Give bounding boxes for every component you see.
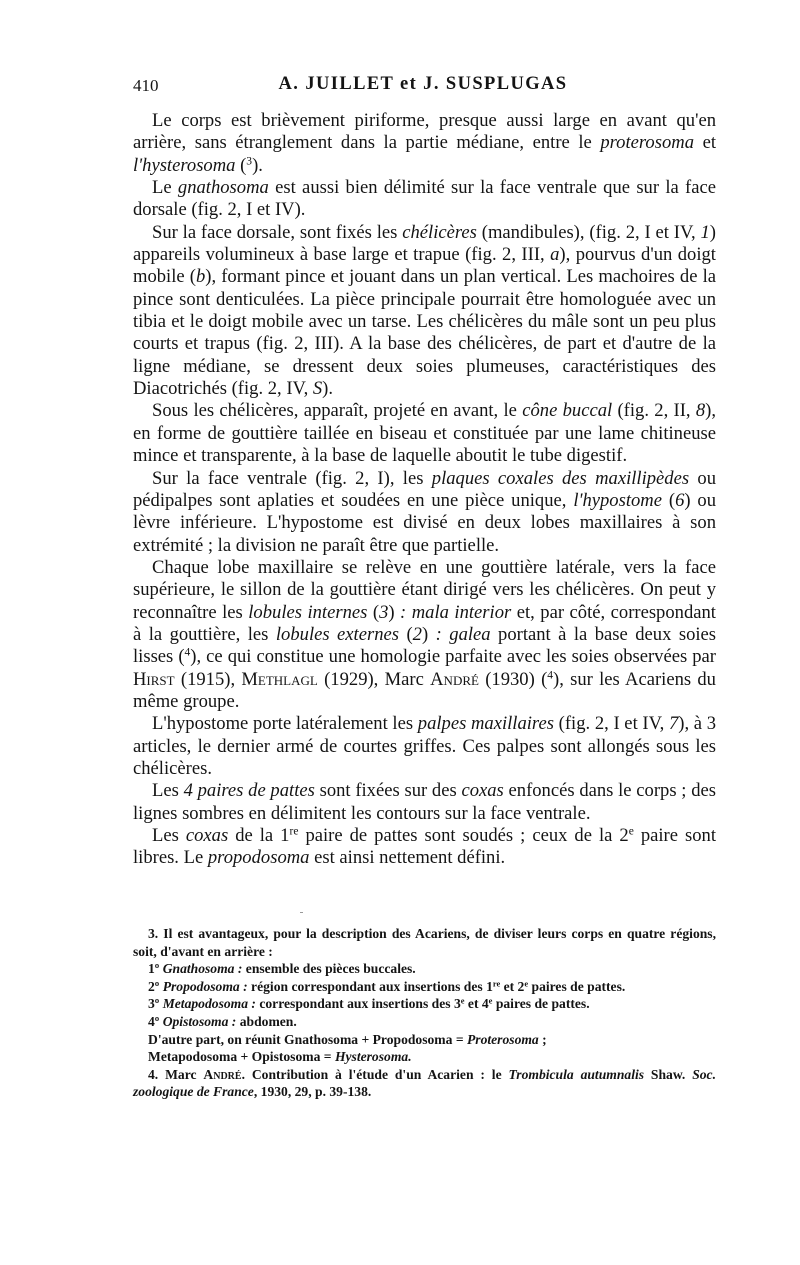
author-name: Hirst [133,668,175,690]
text: (1915), [174,668,242,690]
italic-term: 6 [675,489,685,511]
text: ), ce qui constitue une homologie parfaite avec les soies observées par [190,646,716,668]
italic-term: S [312,378,323,400]
italic-term: propodosoma [207,847,310,869]
italic-term: : mala interior [400,601,512,623]
text: Le [152,177,178,199]
italic-term: 4 paires de pattes [183,780,315,802]
text: ) ou lèvre inférieure. L'hypostome est divisé en deux lobes maxillaires à son extrémité ; la division ne paraît être que partielle. [133,489,717,556]
text: est ainsi nettement défini. [309,847,506,869]
paragraph-4 [133,400,716,467]
footnote-3-summary-1 [133,1031,716,1049]
paragraph-2 [133,177,716,222]
italic-term: b [195,266,206,288]
text: ), formant pince et jouant dans un plan vertical. Les machoires de la pince sont denticulées. La pièce principale pourrait être homologuée avec un tibia et le doigt mobile avec un tarse. Les chélicères du mâle sont un peu plus courts et trapus (fig. 2, III). A la base des chélicères, de part et d'autre de la ligne médiane, se dressent deux soies plumeuses, caractéristiques des Diacotrichés (fig. 2, IV, [133,266,716,400]
italic-term: 3 [379,601,389,623]
text: , 1930, [253,1084,295,1100]
text: Le corps est brièvement piriforme, presque aussi large en avant qu'en arrière, sans étranglement dans la partie médiane, entre le [133,110,716,154]
text: ( [399,623,413,645]
paragraph-3 [133,222,716,401]
text: (fig. 2, II, [612,400,696,422]
text: est aussi bien délimité sur la face ventrale que sur la face dorsale (fig. 2, I et IV). [133,177,716,221]
text: (mandibules), (fig. 2, I et IV, [476,221,701,243]
footnotes [133,925,716,1101]
text: portant à la base deux soies lisses ( [133,623,717,668]
text: ( [235,154,247,176]
italic-term: 8 [695,400,706,422]
journal-title: Soc. zoologique de France [133,1066,716,1100]
text: de la 1 [228,825,290,846]
italic-term: palpes maxillaires [417,713,554,735]
footnote-3-intro: 3. Il est avantageux, pour la description des Acariens, de diviser leurs corps en quatre régions, soit, d'avant en arrière : [133,926,716,959]
italic-term: : galea [435,623,491,645]
footnote-3-item-2 [133,978,716,996]
footnote-ref: 3 [246,155,253,168]
text: 3º [148,996,163,1012]
text: ; [538,1031,547,1047]
text: (1929), Marc [317,668,431,690]
italic-term: proterosoma [600,132,694,154]
text: correspondant aux insertions des 3 [255,996,461,1012]
italic-term: chélicères [402,221,477,243]
text: ). [252,154,263,176]
text: région correspondant aux insertions des 1 [247,978,493,994]
running-title: A. JUILLET et J. SUSPLUGAS [278,74,568,94]
italic-term: Gnathosoma : [162,961,243,977]
superscript: e [628,825,634,838]
text: et, par côté, correspondant à la gouttière, les [133,601,716,645]
superscript: re [289,825,299,838]
paragraph-6 [133,557,716,713]
text: Sur la face dorsale, sont fixés les [152,221,403,243]
text: Shaw. [644,1066,693,1082]
italic-term: Propodosoma : [162,978,248,994]
text: , p. 39-138. [308,1084,372,1100]
text: paire sont libres. Le [133,825,716,869]
italic-term: 7 [668,713,679,735]
text: ) [421,623,436,645]
paragraph-5 [133,468,716,557]
italic-term: a [550,244,560,266]
text: ( [367,601,380,623]
paragraph-9 [133,825,716,870]
italic-term: lobules internes [248,601,368,623]
text: ), pourvus d'un doigt mobile ( [133,244,716,288]
text: ) [388,601,401,623]
italic-term: plaques coxales des maxillipèdes [431,467,690,489]
text: Les [152,780,184,802]
text: (fig. 2, I et IV, [553,713,669,735]
text: abdomen. [236,1013,297,1029]
superscript: e [488,995,493,1006]
text: ( [661,489,676,511]
text: ou pédipalpes sont aplaties et soudées en une pièce unique, [133,467,717,511]
text: et [694,132,716,154]
text: sont fixées sur des [314,780,462,802]
text: Chaque lobe maxillaire se relève en une gouttière latérale, vers la face supérieure, le sillon de la gouttière étant dirigé vers les chélicères. On peut y reconnaître les [133,556,716,623]
italic-term: Proterosoma [466,1031,539,1047]
text: 4º [148,1013,163,1029]
author-name: André [203,1066,242,1082]
text: Sur la face ventrale (fig. 2, I), les [152,467,432,489]
text: ensemble des pièces buccales. [242,961,416,977]
superscript: e [460,995,465,1006]
text: L'hypostome porte latéralement les [152,713,418,735]
text: . Contribution à l'étude d'un Acarien : le [241,1066,509,1082]
italic-term: coxas [461,780,504,802]
author-name: Methlagl [241,668,318,690]
author-name: André [430,668,479,690]
footnote-ref: 4 [184,646,191,659]
text: et 4 [464,996,489,1012]
italic-term: coxas [185,825,229,846]
body-text [133,110,716,870]
italic-term: Opistosoma : [162,1013,237,1029]
italic-term: Hysterosoma. [334,1049,412,1065]
italic-term: Trombicula autumnalis [508,1066,645,1082]
text: ), en forme de gouttière taillée en biseau et constituée par une lame chitineuse mince et transparente, à la base de laquelle aboutit le tube digestif. [133,400,716,467]
text: paires de pattes. [492,996,590,1012]
italic-term: Metapodosoma : [162,996,256,1012]
text: ) appareils volumineux à base large et trapue (fig. 2, III, [133,221,716,266]
italic-term: l'hysterosoma [133,154,236,176]
text: paires de pattes. [528,978,626,994]
text: enfoncés dans le corps ; des lignes sombres en délimitent les contours sur la face ventrale. [133,780,716,824]
italic-term: lobules externes [275,623,400,645]
footnote-separator [300,912,303,913]
page-number: 410 [133,76,159,95]
page-header [133,76,713,100]
text: Les [152,825,186,846]
text: Sous les chélicères, apparaît, projeté en avant, le [152,400,523,422]
text: D'autre part, on réunit Gnathosoma + Propodosoma = [148,1031,467,1047]
text: (1930) ( [478,668,548,690]
footnote-3-item-3 [133,995,716,1013]
text: 1º [148,961,163,977]
italic-term: 1 [700,221,710,243]
footnote-ref: 4 [547,669,554,682]
italic-term: l'hypostome [573,489,662,511]
footnote-4 [133,1066,716,1101]
text: 4. Marc [148,1066,204,1082]
footnote-3-item-1 [133,960,716,978]
volume-number: 29 [294,1084,309,1100]
paragraph-7 [133,713,716,780]
text: paire de pattes sont soudés ; ceux de la 2 [298,825,629,846]
text: et 2 [500,978,525,994]
italic-term: gnathosoma [177,177,269,199]
text: ). [322,378,334,400]
text: ), sur les Acariens du même groupe. [133,668,716,712]
footnote-3-item-4 [133,1013,716,1031]
superscript: re [492,978,501,989]
superscript: e [524,978,529,989]
paragraph-8 [133,780,716,825]
paragraph-1 [133,110,716,177]
text: 2º [148,978,163,994]
footnote-3-summary-2 [133,1048,716,1066]
text: ), à 3 articles, le dernier armé de courtes griffes. Ces palpes sont allongés sous les chélicères. [133,713,717,779]
italic-term: cône buccal [522,400,613,422]
text: Metapodosoma + Opistosoma = [148,1049,335,1065]
italic-term: 2 [412,623,422,645]
